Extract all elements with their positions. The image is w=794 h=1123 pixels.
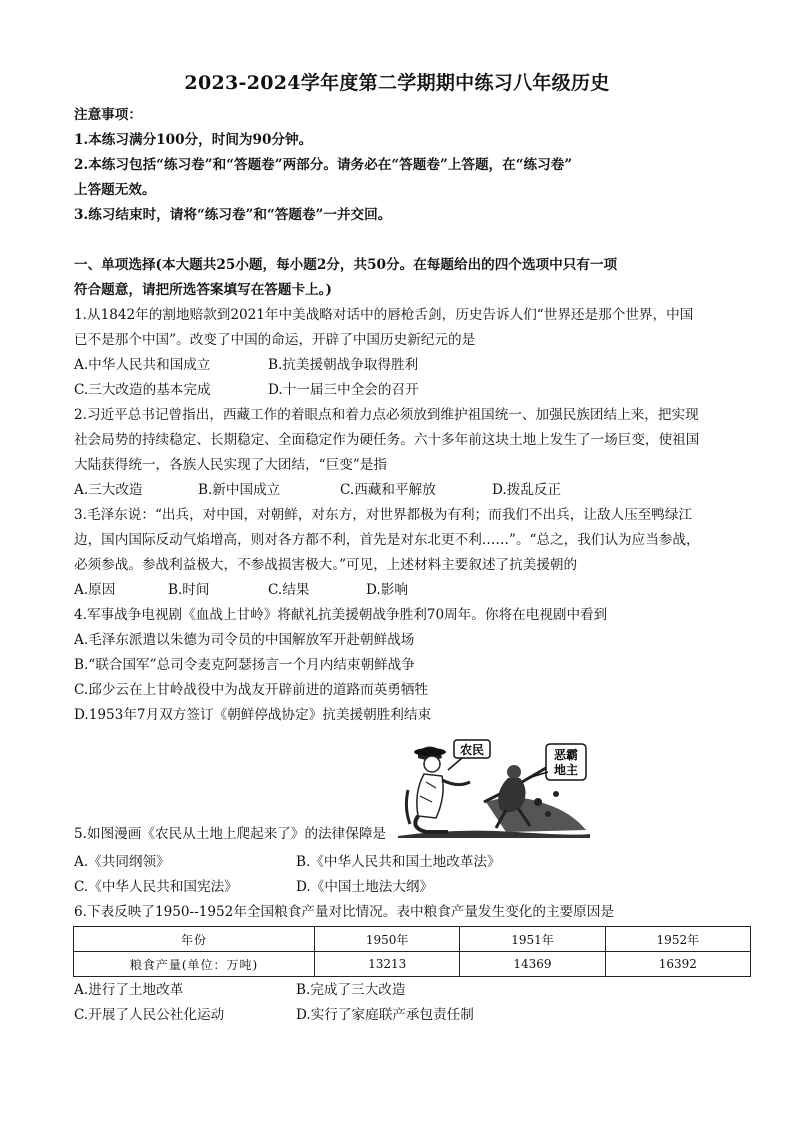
question-3-text: 3.毛泽东说：“出兵，对中国，对朝鲜，对东方，对世界都极为有利；而我们不出兵，让敌人压至鸭绿江 [74,507,693,523]
table-header-cell: 1951年 [460,927,605,952]
q6-option-d[interactable]: D.实行了家庭联产承包责任制 [296,1007,474,1023]
q6-option-a[interactable]: A.进行了土地改革 [74,982,184,998]
table-row [74,952,751,977]
section-heading: 一、单项选择(本大题共25小题，每小题2分，共50分。在每题给出的四个选项中只有一项 [74,257,618,273]
q6-option-c[interactable]: C.开展了人民公社化运动 [74,1007,225,1023]
q1-option-b[interactable]: B.抗美援朝战争取得胜利 [268,357,419,373]
q1-option-a[interactable]: A.中华人民共和国成立 [74,357,211,373]
notice-item: 上答题无效。 [74,182,156,198]
notice-item: 1.本练习满分100分，时间为90分钟。 [74,132,313,148]
question-2-text: 社会局势的持续稳定、长期稳定、全面稳定作为硬任务。六十多年前这块土地上发生了一场巨变，使祖国 [74,432,700,448]
q3-option-d[interactable]: D.影响 [366,582,408,598]
question-3-text: 边，国内国际反动气焰增高，则对各方都不利，首先是对东北更不利……”。“总之，我们认为应当参战， [74,532,700,548]
question-5-text: 5.如图漫画《农民从土地上爬起来了》的法律保障是 [74,826,387,842]
question-4-text: 4.军事战争电视剧《血战上甘岭》将献礼抗美援朝战争胜利70周年。你将在电视剧中看到 [74,607,608,623]
section-heading: 符合题意，请把所选答案填写在答题卡上。) [74,282,332,298]
q5-option-b[interactable]: B.《中华人民共和国土地改革法》 [296,854,501,870]
table-cell: 粮食产量(单位：万吨) [74,952,315,977]
q3-option-a[interactable]: A.原因 [74,582,116,598]
question-1-text: 1.从1842年的割地赔款到2021年中美战略对话中的唇枪舌剑，历史告诉人们“世界还是那个世界，中国 [74,307,694,323]
question-3-text: 必须参战。参战利益极大，不参战损害极大。”可见，上述材料主要叙述了抗美援朝的 [74,557,578,573]
table-header-cell: 1952年 [605,927,750,952]
table-header-cell: 1950年 [315,927,460,952]
notice-item: 3.练习结束时，请将“练习卷”和“答题卷”一并交回。 [74,207,392,223]
q3-option-b[interactable]: B.时间 [168,582,210,598]
q5-option-c[interactable]: C.《中华人民共和国宪法》 [74,879,238,895]
table-cell: 16392 [605,952,750,977]
q3-option-c[interactable]: C.结果 [268,582,310,598]
q2-option-d[interactable]: D.拨乱反正 [492,482,562,498]
notice-item: 2.本练习包括“练习卷”和“答题卷”两部分。请务必在“答题卷”上答题，在“练习卷” [74,157,573,173]
table-cell: 14369 [460,952,605,977]
q4-option-d[interactable]: D.1953年7月双方签订《朝鲜停战协定》抗美援朝胜利结束 [74,707,432,723]
question-2-text: 大陆获得统一，各族人民实现了大团结，“巨变”是指 [74,457,387,473]
q4-option-c[interactable]: C.邱少云在上甘岭战役中为战友开辟前进的道路而英勇牺牲 [74,682,429,698]
q6-option-b[interactable]: B.完成了三大改造 [296,982,406,998]
table-header-row [74,927,751,952]
q2-option-a[interactable]: A.三大改造 [74,482,143,498]
q5-option-a[interactable]: A.《共同纲领》 [74,854,170,870]
q4-option-b[interactable]: B.“联合国军”总司令麦克阿瑟扬言一个月内结束朝鲜战争 [74,657,415,673]
page-title: 2023-2024学年度第二学期期中练习八年级历史 [184,72,610,94]
question-1-text: 已不是那个中国”。改变了中国的命运，开辟了中国历史新纪元的是 [74,332,476,348]
q2-option-b[interactable]: B.新中国成立 [198,482,281,498]
q2-option-c[interactable]: C.西藏和平解放 [340,482,436,498]
question-2-text: 2.习近平总书记曾指出，西藏工作的着眼点和着力点必须放到维护祖国统一、加强民族团结上来，把实现 [74,407,699,423]
grain-output-table [73,926,751,977]
notice-heading: 注意事项： [74,107,142,123]
table-header-cell: 年份 [74,927,315,952]
cartoon-label-bully: 恶霸 [553,748,579,762]
q4-option-a[interactable]: A.毛泽东派遣以朱德为司令员的中国解放军开赴朝鲜战场 [74,632,415,648]
q5-option-d[interactable]: D.《中国土地法大纲》 [296,879,434,895]
cartoon-label-peasant: 农民 [459,743,485,757]
table-cell: 13213 [315,952,460,977]
q1-option-c[interactable]: C.三大改造的基本完成 [74,382,211,398]
q1-option-d[interactable]: D.十一届三中全会的召开 [268,382,419,398]
cartoon-label-landlord: 地主 [553,763,579,777]
cartoon-peasants-rise-image [396,732,592,838]
question-6-text: 6.下表反映了1950--1952年全国粮食产量对比情况。表中粮食产量发生变化的主要原因是 [74,904,614,920]
